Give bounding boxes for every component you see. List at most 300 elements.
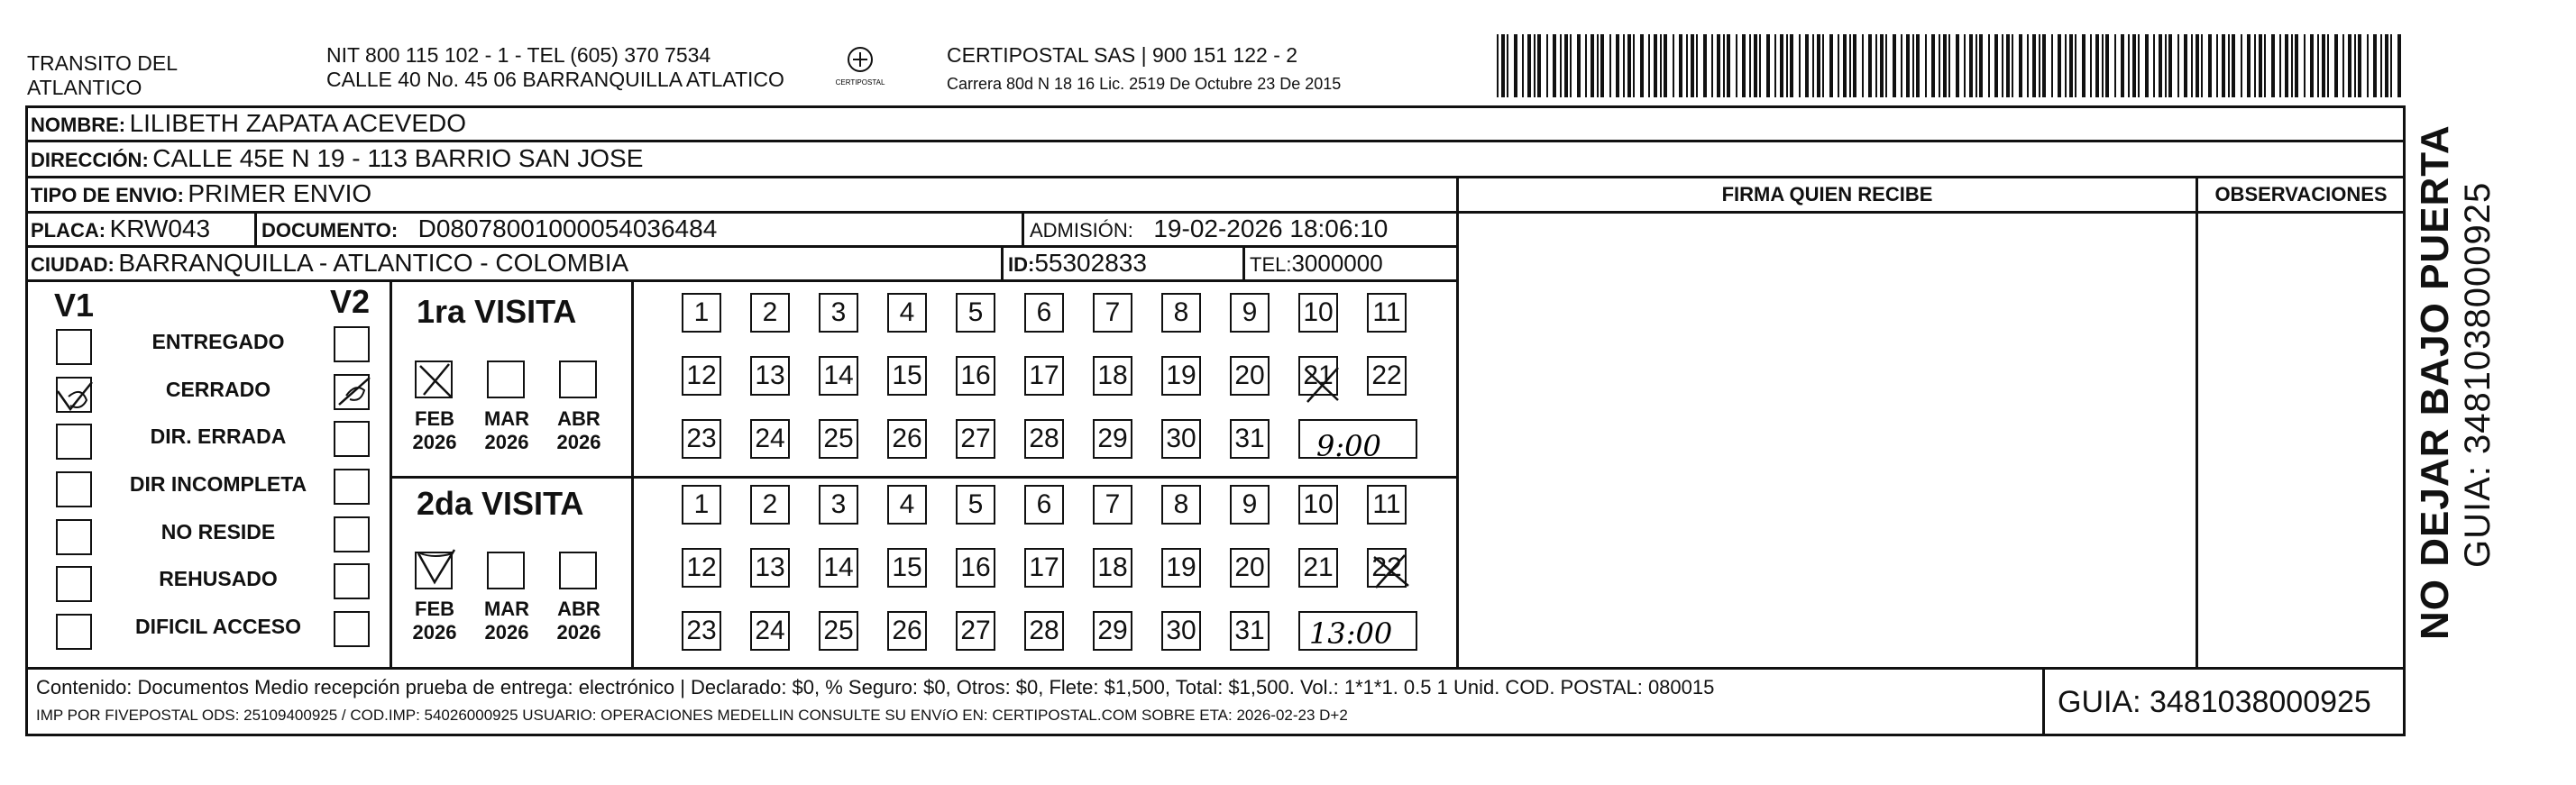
barcode-bar	[1534, 34, 1536, 97]
footer-guia: GUIA: 3481038000925	[2058, 685, 2371, 719]
visit1-day-20[interactable]: 20	[1230, 356, 1270, 396]
visit2-day-6[interactable]: 6	[1024, 485, 1064, 525]
status-no-reside: NO RESIDE	[160, 520, 276, 543]
visit1-day-10[interactable]: 10	[1298, 293, 1338, 333]
visit2-month-abr: ABR 2026	[556, 598, 601, 644]
barcode-bar	[2177, 34, 2179, 97]
barcode-bar	[2058, 34, 2061, 97]
v2-checkbox-rehusado[interactable]	[334, 563, 370, 599]
barcode-bar	[1875, 34, 1877, 97]
barcode-bar	[1527, 34, 1531, 97]
barcode-bar	[2184, 34, 2187, 97]
barcode-bar	[2075, 34, 2076, 97]
visit1-day-18[interactable]: 18	[1093, 356, 1132, 396]
direccion-label: DIRECCIÓN:	[31, 149, 149, 171]
visit1-day-6[interactable]: 6	[1024, 293, 1064, 333]
barcode-bar	[1591, 34, 1594, 97]
barcode-bar	[2259, 34, 2262, 97]
footer-imp: IMP POR FIVEPOSTAL ODS: 25109400925 / COD.IMP: 54026000925 USUARIO: OPERACIONES MEDELLIN CONSULTE SU ENVíO EN: CERTIPOSTAL.COM SOBRE ETA: 2026-02-23 D+2	[36, 707, 1348, 724]
visit2-month-mar: MAR 2026	[483, 598, 530, 644]
tipo-envio-label: TIPO DE ENVIO:	[31, 184, 184, 206]
barcode-bar	[1696, 34, 1698, 97]
visit1-day-24[interactable]: 24	[750, 419, 790, 459]
v2-checkbox-dir-errada[interactable]	[334, 421, 370, 457]
barcode-bar	[1786, 34, 1788, 97]
barcode-bar	[1673, 34, 1674, 97]
svg-text:9:00: 9:00	[1316, 429, 1381, 463]
barcode-bar	[1507, 34, 1508, 97]
barcode-bar	[1790, 34, 1793, 97]
visit1-day-13[interactable]: 13	[750, 356, 790, 396]
visit2-day-26[interactable]: 26	[887, 611, 927, 651]
placa-label: PLACA:	[31, 219, 106, 242]
visit1-month-feb-box[interactable]	[415, 361, 453, 398]
v1-checkbox-dificil-acceso[interactable]	[56, 614, 92, 650]
barcode-bar	[2304, 34, 2306, 97]
barcode-bar	[2006, 34, 2010, 97]
id-value: 55302833	[1034, 249, 1147, 277]
visit2-day-18[interactable]: 18	[1093, 548, 1132, 588]
barcode-bar	[2397, 34, 2401, 97]
status-cerrado: CERRADO	[165, 378, 271, 401]
barcode-bar	[1633, 34, 1635, 97]
barcode-bar	[2132, 34, 2136, 97]
v1-checkbox-dir-errada[interactable]	[56, 424, 92, 460]
visit2-month-mar-box[interactable]	[487, 552, 525, 589]
visit2-day-19[interactable]: 19	[1161, 548, 1201, 588]
visit2-day-10[interactable]: 10	[1298, 485, 1338, 525]
barcode-bar	[1759, 34, 1761, 97]
visit2-day-22[interactable]: 22	[1367, 548, 1407, 588]
barcode-bar	[1849, 34, 1851, 97]
barcode-bar	[2373, 34, 2377, 97]
barcode-bar	[1912, 34, 1914, 97]
barcode-bar	[2208, 34, 2212, 97]
visit1-day-3[interactable]: 3	[819, 293, 858, 333]
v1-checkbox-cerrado[interactable]	[56, 377, 92, 413]
documento-label: DOCUMENTO:	[261, 219, 399, 242]
barcode-bar	[2322, 34, 2325, 97]
v2-checkbox-no-reside[interactable]	[334, 516, 370, 552]
visit1-day-8[interactable]: 8	[1161, 293, 1201, 333]
barcode-bar	[2095, 34, 2099, 97]
visit2-day-9[interactable]: 9	[1230, 485, 1270, 525]
barcode-bar	[1948, 34, 1950, 97]
signature-area[interactable]	[1459, 214, 2194, 664]
status-entregado: ENTREGADO	[151, 330, 285, 353]
barcode-bar	[1838, 34, 1839, 97]
barcode-bar	[1577, 34, 1581, 97]
barcode-bar	[1654, 34, 1657, 97]
barcode-bar	[1976, 34, 1977, 97]
visit2-day-28[interactable]: 28	[1024, 611, 1064, 651]
barcode-bar	[1501, 34, 1505, 97]
v2-header: V2	[330, 283, 371, 320]
visit1-day-25[interactable]: 25	[819, 419, 858, 459]
barcode-bar	[1799, 34, 1801, 97]
barcode-bar	[1609, 34, 1611, 97]
barcode-bar	[2032, 34, 2036, 97]
visit2-day-8[interactable]: 8	[1161, 485, 1201, 525]
v1-checkbox-dir-incompleta[interactable]	[56, 471, 92, 507]
barcode-bar	[1994, 34, 1998, 97]
admision-value: 19-02-2026 18:06:10	[1153, 215, 1389, 242]
barcode-bar	[1616, 34, 1619, 97]
v2-checkbox-cerrado[interactable]	[334, 374, 370, 410]
visit2-day-29[interactable]: 29	[1093, 611, 1132, 651]
visit2-day-30[interactable]: 30	[1161, 611, 1201, 651]
barcode-bar	[2327, 34, 2329, 97]
id-label: ID:	[1008, 253, 1035, 276]
svg-text:13:00: 13:00	[1309, 616, 1393, 651]
barcode-bar	[1623, 34, 1625, 97]
v1-checkbox-rehusado[interactable]	[56, 566, 92, 602]
visit2-day-31[interactable]: 31	[1230, 611, 1270, 651]
barcode-bar	[2222, 34, 2225, 97]
barcode-bar	[1906, 34, 1910, 97]
barcode-bar	[1537, 34, 1541, 97]
visit1-day-21[interactable]: 21	[1298, 356, 1338, 396]
barcode	[1497, 34, 2407, 97]
barcode-bar	[1880, 34, 1884, 97]
visit1-day-9[interactable]: 9	[1230, 293, 1270, 333]
certipostal-logo	[828, 43, 893, 96]
barcode-bar	[2342, 34, 2344, 97]
barcode-bar	[1660, 34, 1662, 97]
visit1-day-27[interactable]: 27	[956, 419, 995, 459]
tel-cell	[1250, 248, 1383, 283]
visit2-day-21[interactable]: 21	[1298, 548, 1338, 588]
nombre-row	[31, 108, 466, 143]
barcode-bar	[2165, 34, 2167, 97]
handwritten-x-icon	[1297, 361, 1351, 411]
company-nit: NIT 800 115 102 - 1 - TEL (605) 370 7534	[326, 43, 711, 67]
barcode-bar	[2201, 34, 2203, 97]
barcode-bar	[1564, 34, 1568, 97]
v1-checkbox-no-reside[interactable]	[56, 519, 92, 555]
barcode-bar	[1627, 34, 1631, 97]
barcode-bar	[1585, 34, 1587, 97]
barcode-bar	[1893, 34, 1896, 97]
barcode-bar	[2191, 34, 2193, 97]
visit2-day-1[interactable]: 1	[682, 485, 721, 525]
certipostal-logo-icon	[828, 43, 893, 96]
visit1-day-12[interactable]: 12	[682, 356, 721, 396]
barcode-bar	[2027, 34, 2029, 97]
barcode-bar	[1943, 34, 1947, 97]
visit1-day-31[interactable]: 31	[1230, 419, 1270, 459]
footer-contenido: Contenido: Documentos Medio recepción prueba de entrega: electrónico | Declarado: $0, % Seguro: $0, Otros: $0, Flete: $1,500, Total: $1,500. Vol.: 1*1*1. 0.5 1 Unid. COD. POSTAL: 080015	[36, 676, 1715, 698]
barcode-bar	[1817, 34, 1820, 97]
direccion-value: CALLE 45E N 19 - 113 BARRIO SAN JOSE	[152, 144, 644, 172]
visit1-day-26[interactable]: 26	[887, 419, 927, 459]
barcode-bar	[2317, 34, 2319, 97]
status-dificil-acceso: DIFICIL ACCESO	[134, 615, 301, 638]
visit2-day-7[interactable]: 7	[1093, 485, 1132, 525]
barcode-bar	[1780, 34, 1783, 97]
visit2-day-2[interactable]: 2	[750, 485, 790, 525]
barcode-bar	[2241, 34, 2242, 97]
company-address: CALLE 40 No. 45 06 BARRANQUILLA ATLATICO	[326, 68, 784, 91]
barcode-bar	[1853, 34, 1856, 97]
barcode-bar	[1805, 34, 1809, 97]
barcode-bar	[1754, 34, 1757, 97]
barcode-bar	[2367, 34, 2369, 97]
visit2-month-feb: FEB 2026	[412, 598, 457, 644]
barcode-bar	[1868, 34, 1872, 97]
visit2-day-5[interactable]: 5	[956, 485, 995, 525]
barcode-bar	[2153, 34, 2155, 97]
visit2-day-23[interactable]: 23	[682, 611, 721, 651]
visit1-day-30[interactable]: 30	[1161, 419, 1201, 459]
placa-value: KRW043	[109, 215, 211, 242]
admision-cell	[1030, 214, 1388, 249]
visit2-day-4[interactable]: 4	[887, 485, 927, 525]
visit1-day-17[interactable]: 17	[1024, 356, 1064, 396]
visit1-day-22[interactable]: 22	[1367, 356, 1407, 396]
barcode-bar	[1925, 34, 1927, 97]
barcode-bar	[2138, 34, 2140, 97]
barcode-bar	[2105, 34, 2109, 97]
visit1-month-abr: ABR 2026	[556, 407, 601, 453]
barcode-bar	[1931, 34, 1935, 97]
barcode-bar	[2279, 34, 2281, 97]
barcode-bar	[2354, 34, 2356, 97]
handwritten-check-icon	[415, 546, 456, 591]
ciudad-label: CIUDAD:	[31, 253, 115, 276]
barcode-bar	[2128, 34, 2130, 97]
barcode-bar	[2002, 34, 2003, 97]
visit2-day-11[interactable]: 11	[1367, 485, 1407, 525]
admision-label: ADMISIÓN:	[1030, 219, 1133, 242]
barcode-bar	[1600, 34, 1604, 97]
company-name-line2: ATLANTICO	[27, 76, 142, 99]
visit2-day-17[interactable]: 17	[1024, 548, 1064, 588]
visit1-day-15[interactable]: 15	[887, 356, 927, 396]
barcode-bar	[2039, 34, 2040, 97]
handwritten-x-icon	[1365, 546, 1419, 597]
barcode-bar	[1939, 34, 1940, 97]
barcode-bar	[1736, 34, 1737, 97]
barcode-bar	[2271, 34, 2275, 97]
barcode-bar	[2082, 34, 2086, 97]
barcode-bar	[2310, 34, 2314, 97]
barcode-bar	[2358, 34, 2361, 97]
barcode-bar	[1969, 34, 1973, 97]
ciudad-row	[31, 248, 628, 283]
barcode-bar	[2228, 34, 2230, 97]
barcode-bar	[1703, 34, 1707, 97]
barcode-bar	[1774, 34, 1776, 97]
visit1-month-mar-box[interactable]	[487, 361, 525, 398]
visit2-day-20[interactable]: 20	[1230, 548, 1270, 588]
visit1-title: 1ra VISITA	[417, 293, 577, 330]
barcode-bar	[1686, 34, 1688, 97]
barcode-bar	[1514, 34, 1517, 97]
barcode-bar	[1766, 34, 1770, 97]
visit1-day-11[interactable]: 11	[1367, 293, 1407, 333]
barcode-bar	[2090, 34, 2092, 97]
visit2-day-16[interactable]: 16	[956, 548, 995, 588]
barcode-bar	[1664, 34, 1667, 97]
nombre-value: LILIBETH ZAPATA ACEVEDO	[129, 109, 467, 137]
direccion-row	[31, 143, 643, 178]
v1-header: V1	[54, 287, 95, 324]
barcode-bar	[2216, 34, 2218, 97]
barcode-bar	[1885, 34, 1887, 97]
barcode-bar	[1497, 34, 1499, 97]
firma-header: FIRMA QUIEN RECIBE	[1721, 183, 1933, 205]
status-dir-errada: DIR. ERRADA	[150, 424, 287, 448]
barcode-bar	[1956, 34, 1959, 97]
barcode-bar	[2380, 34, 2382, 97]
visit1-day-2[interactable]: 2	[750, 293, 790, 333]
barcode-bar	[2291, 34, 2293, 97]
handwritten-check-icon	[334, 372, 375, 414]
barcode-bar	[1648, 34, 1650, 97]
handwritten-time-visit1	[1298, 424, 1416, 469]
status-rehusado: REHUSADO	[159, 567, 278, 590]
handwritten-check-icon	[54, 373, 96, 416]
barcode-bar	[2159, 34, 2162, 97]
visit1-day-14[interactable]: 14	[819, 356, 858, 396]
visit2-day-24[interactable]: 24	[750, 611, 790, 651]
barcode-bar	[2145, 34, 2149, 97]
observations-area[interactable]	[2198, 214, 2404, 664]
visit1-month-mar: MAR 2026	[483, 407, 530, 453]
barcode-bar	[2385, 34, 2388, 97]
tipo-envio-row	[31, 178, 371, 214]
barcode-bar	[2051, 34, 2053, 97]
v1-checkbox-entregado[interactable]	[56, 329, 92, 365]
barcode-bar	[2390, 34, 2392, 97]
barcode-bar	[1822, 34, 1824, 97]
visit1-month-abr-box[interactable]	[559, 361, 597, 398]
barcode-bar	[2121, 34, 2124, 97]
visit2-day-13[interactable]: 13	[750, 548, 790, 588]
barcode-bar	[1640, 34, 1644, 97]
barcode-bar	[1553, 34, 1556, 97]
barcode-bar	[2196, 34, 2199, 97]
visit1-day-16[interactable]: 16	[956, 356, 995, 396]
placa-cell	[31, 214, 210, 249]
company-name	[27, 51, 178, 100]
visit2-day-3[interactable]: 3	[819, 485, 858, 525]
carrier-name: CERTIPOSTAL SAS | 900 151 122 - 2	[947, 43, 1298, 67]
visit2-day-27[interactable]: 27	[956, 611, 995, 651]
barcode-bar	[2102, 34, 2104, 97]
barcode-bar	[2042, 34, 2046, 97]
barcode-bar	[2168, 34, 2172, 97]
barcode-bar	[1546, 34, 1548, 97]
barcode-bar	[2334, 34, 2338, 97]
visit1-month-feb: FEB 2026	[412, 407, 457, 453]
visit2-day-25[interactable]: 25	[819, 611, 858, 651]
side-guia: GUIA: 3481038000925	[2458, 181, 2498, 568]
barcode-bar	[1862, 34, 1864, 97]
barcode-bar	[2069, 34, 2073, 97]
barcode-bar	[1597, 34, 1599, 97]
company-name-line1: TRANSITO DEL	[27, 51, 178, 75]
barcode-bar	[1711, 34, 1713, 97]
visit2-day-15[interactable]: 15	[887, 548, 927, 588]
barcode-bar	[1691, 34, 1694, 97]
visit1-day-28[interactable]: 28	[1024, 419, 1064, 459]
v2-checkbox-entregado[interactable]	[334, 326, 370, 362]
visit2-title: 2da VISITA	[417, 485, 584, 522]
barcode-bar	[1964, 34, 1966, 97]
barcode-bar	[1988, 34, 1990, 97]
barcode-bar	[2254, 34, 2256, 97]
documento-value: D08078001000054036484	[417, 215, 718, 242]
nombre-label: NOMBRE:	[31, 114, 126, 136]
status-dir-incompleta: DIR INCOMPLETA	[129, 472, 307, 496]
carrier-address: Carrera 80d N 18 16 Lic. 2519 De Octubre 23 De 2015	[947, 75, 1342, 93]
tel-label: TEL:	[1250, 253, 1292, 276]
visit2-month-abr-box[interactable]	[559, 552, 597, 589]
visit1-day-23[interactable]: 23	[682, 419, 721, 459]
barcode-bar	[1742, 34, 1746, 97]
barcode-bar	[2012, 34, 2013, 97]
visit2-day-12[interactable]: 12	[682, 548, 721, 588]
barcode-bar	[2114, 34, 2116, 97]
barcode-bar	[2348, 34, 2351, 97]
barcode-bar	[2019, 34, 2022, 97]
barcode-bar	[2232, 34, 2235, 97]
handwritten-x-icon	[415, 357, 456, 402]
observaciones-header: OBSERVACIONES	[2214, 183, 2388, 205]
visit1-day-29[interactable]: 29	[1093, 419, 1132, 459]
visit2-month-feb-box[interactable]	[415, 552, 453, 589]
visit1-day-1[interactable]: 1	[682, 293, 721, 333]
handwritten-time-visit2	[1298, 611, 1416, 656]
barcode-bar	[1717, 34, 1720, 97]
barcode-bar	[1560, 34, 1562, 97]
barcode-bar	[2065, 34, 2067, 97]
barcode-bar	[1679, 34, 1682, 97]
barcode-bar	[1901, 34, 1902, 97]
barcode-bar	[1916, 34, 1920, 97]
barcode-bar	[1727, 34, 1730, 97]
side-warning: NO DEJAR BAJO PUERTA	[2413, 124, 2457, 640]
visit1-day-5[interactable]: 5	[956, 293, 995, 333]
barcode-bar	[2264, 34, 2266, 97]
v2-checkbox-dir-incompleta[interactable]	[334, 469, 370, 505]
visit1-day-19[interactable]: 19	[1161, 356, 1201, 396]
tipo-envio-value: PRIMER ENVIO	[188, 179, 372, 207]
barcode-bar	[1570, 34, 1572, 97]
v2-checkbox-dificil-acceso[interactable]	[334, 611, 370, 647]
visit1-day-7[interactable]: 7	[1093, 293, 1132, 333]
barcode-bar	[1979, 34, 1983, 97]
ciudad-value: BARRANQUILLA - ATLANTICO - COLOMBIA	[118, 249, 629, 277]
barcode-bar	[2247, 34, 2251, 97]
barcode-bar	[1522, 34, 1524, 97]
barcode-bar	[1829, 34, 1833, 97]
barcode-bar	[1812, 34, 1814, 97]
barcode-bar	[1749, 34, 1751, 97]
svg-text:CERTIPOSTAL: CERTIPOSTAL	[835, 78, 885, 87]
barcode-bar	[2285, 34, 2288, 97]
id-cell	[1008, 248, 1147, 283]
visit2-day-14[interactable]: 14	[819, 548, 858, 588]
tel-value: 3000000	[1291, 250, 1383, 277]
barcode-bar	[1723, 34, 1725, 97]
barcode-bar	[1843, 34, 1847, 97]
documento-cell	[261, 214, 717, 249]
visit1-day-4[interactable]: 4	[887, 293, 927, 333]
barcode-bar	[2295, 34, 2298, 97]
